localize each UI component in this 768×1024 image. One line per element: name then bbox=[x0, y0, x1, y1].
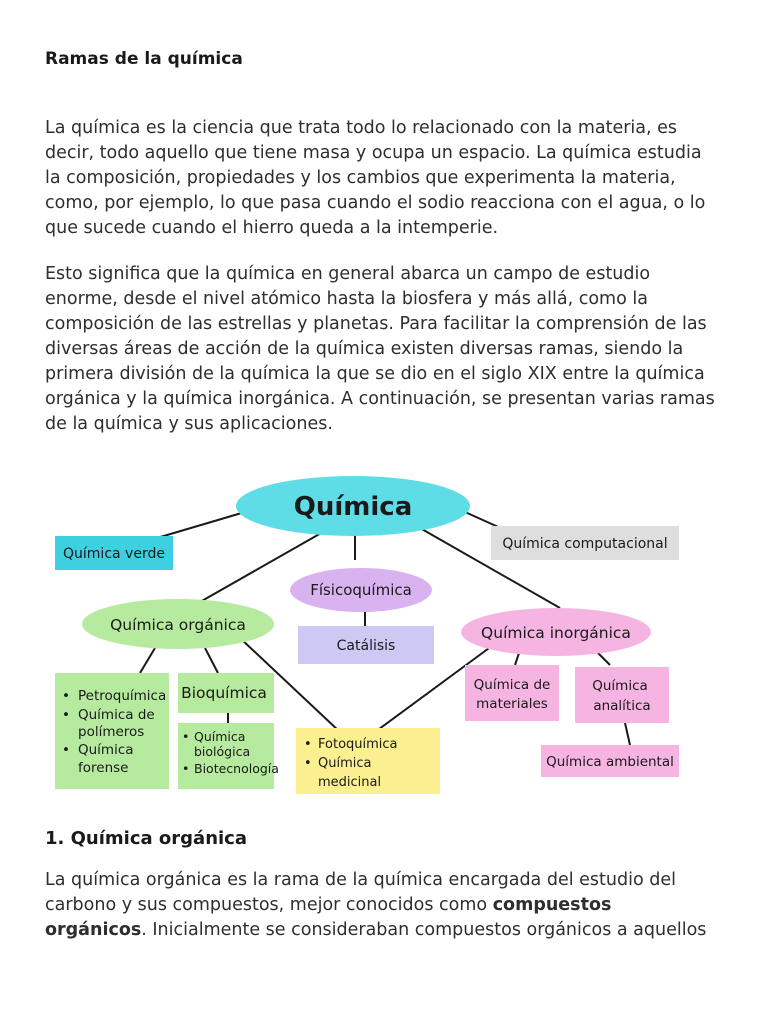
list-item: polímeros bbox=[78, 724, 145, 740]
analitica-label-line2: analítica bbox=[593, 698, 651, 714]
quimica-verde-label: Química verde bbox=[63, 546, 165, 562]
page-title: Ramas de la química bbox=[45, 49, 243, 69]
chemistry-branches-diagram bbox=[0, 460, 768, 805]
intro-paragraph bbox=[45, 116, 735, 241]
quimica-root-label: Química bbox=[293, 492, 413, 522]
list-item: Química de bbox=[78, 707, 155, 723]
text-line: diversas áreas de acción de la química existen diversas ramas, siendo la bbox=[45, 339, 684, 359]
list-item: Petroquímica bbox=[78, 688, 167, 704]
quimica-computacional-label: Química computacional bbox=[502, 536, 668, 552]
text-line: primera división de la química la que se dio en el siglo XIX entre la química bbox=[45, 364, 705, 384]
list-item: medicinal bbox=[318, 775, 382, 790]
text-line: Esto significa que la química en general abarca un campo de estudio bbox=[45, 264, 651, 284]
text-line: de la química y sus aplicaciones. bbox=[45, 414, 333, 434]
analitica-label-line1: Química bbox=[592, 678, 648, 694]
bullet-icon: • bbox=[182, 729, 190, 744]
bold-term: orgánicos bbox=[45, 920, 142, 940]
text-line: decir, todo aquello que tiene masa y ocupa un espacio. La química estudia bbox=[45, 143, 702, 163]
text-span: carbono y sus compuestos, mejor conocidos como bbox=[45, 895, 493, 915]
connector-line bbox=[140, 648, 155, 673]
quimica-organica-label: Química orgánica bbox=[110, 616, 246, 634]
quimica-analitica-node bbox=[575, 667, 669, 723]
bullet-icon: • bbox=[304, 756, 312, 771]
catalisis-label: Catálisis bbox=[336, 638, 396, 654]
second-paragraph bbox=[45, 262, 735, 437]
text-line: composición de las estrellas y planetas. Para facilitar la comprensión de las bbox=[45, 314, 707, 334]
bioquimica-label: Bioquímica bbox=[181, 684, 267, 702]
bullet-icon: • bbox=[62, 707, 70, 723]
list-item: Biotecnología bbox=[194, 761, 279, 776]
text-line bbox=[45, 918, 735, 943]
organica-paragraph bbox=[45, 868, 735, 943]
bullet-icon: • bbox=[182, 761, 190, 776]
list-item: Química bbox=[318, 756, 372, 771]
list-item: forense bbox=[78, 760, 129, 776]
connector-line bbox=[625, 723, 630, 745]
text-line: que sucede cuando el hierro queda a la intemperie. bbox=[45, 218, 499, 238]
fisicoquimica-label: Físicoquímica bbox=[310, 581, 412, 599]
list-item: Fotoquímica bbox=[318, 737, 398, 752]
text-line: La química orgánica es la rama de la química encargada del estudio del bbox=[45, 870, 676, 890]
section-heading-organica: 1. Química orgánica bbox=[45, 828, 247, 849]
quimica-materiales-node bbox=[465, 665, 559, 721]
list-item: Química bbox=[78, 742, 134, 758]
quimica-inorganica-label: Química inorgánica bbox=[481, 624, 631, 642]
list-item: biológica bbox=[194, 744, 251, 759]
text-line: enorme, desde el nivel atómico hasta la biosfera y más allá, como la bbox=[45, 289, 648, 309]
text-span: . Inicialmente se consideraban compuestos orgánicos a aquellos bbox=[141, 920, 707, 940]
text-line: la composición, propiedades y los cambios que experimenta la materia, bbox=[45, 168, 676, 188]
text-line: orgánica y la química inorgánica. A continuación, se presentan varias ramas bbox=[45, 389, 715, 409]
text-line bbox=[45, 893, 735, 918]
bullet-icon: • bbox=[62, 688, 70, 704]
quimica-ambiental-label: Química ambiental bbox=[546, 754, 674, 770]
materiales-label-line2: materiales bbox=[476, 696, 548, 712]
bullet-icon: • bbox=[62, 742, 70, 758]
list-item: Química bbox=[194, 729, 246, 744]
text-line: como, por ejemplo, lo que pasa cuando el sodio reacciona con el agua, o lo bbox=[45, 193, 706, 213]
connector-line bbox=[205, 648, 218, 673]
bold-term: compuestos bbox=[492, 895, 612, 915]
text-line: La química es la ciencia que trata todo lo relacionado con la materia, es bbox=[45, 118, 678, 138]
bullet-icon: • bbox=[304, 737, 312, 752]
materiales-label-line1: Química de bbox=[473, 677, 551, 693]
